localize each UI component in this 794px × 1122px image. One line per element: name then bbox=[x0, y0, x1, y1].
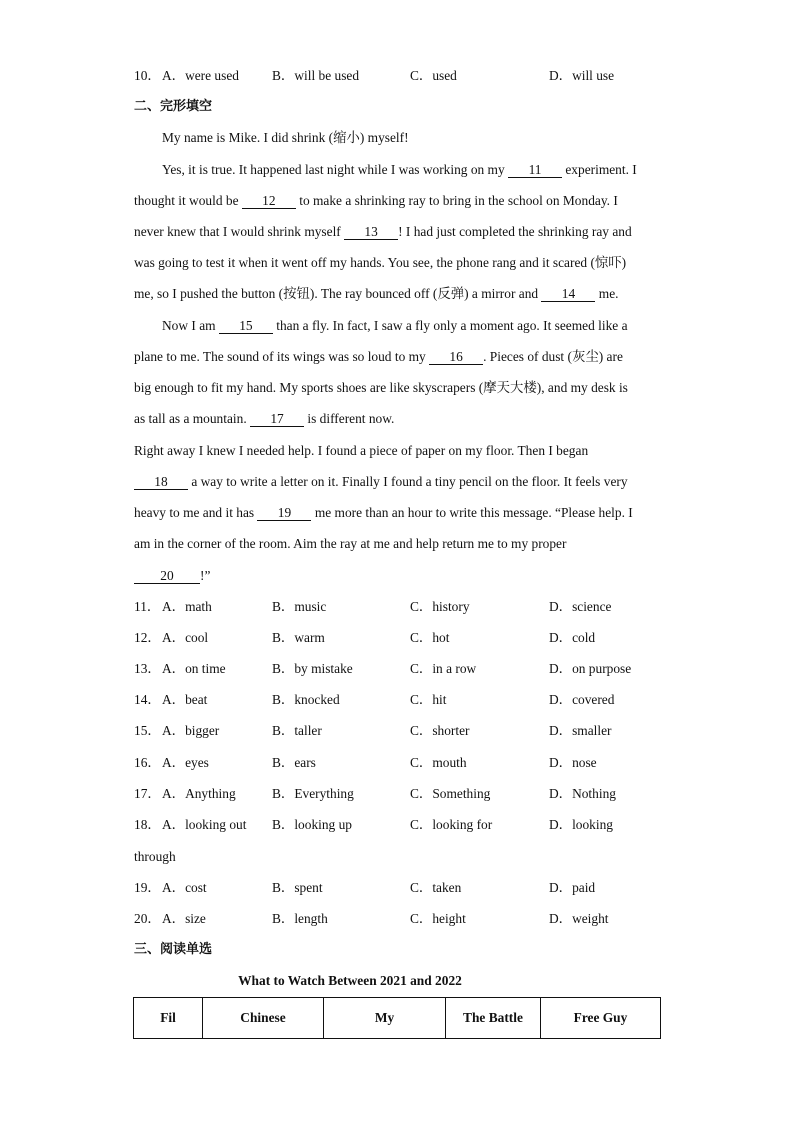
question-number: 19． bbox=[134, 880, 161, 895]
passage-line-8: plane to me. The sound of its wings was so loud to my 16 . Pieces of dust (灰尘) are bbox=[134, 349, 623, 364]
films-table bbox=[133, 997, 661, 1039]
option-d[interactable]: D．cold bbox=[549, 630, 596, 645]
option-d[interactable]: D．paid bbox=[549, 880, 596, 895]
blank-17[interactable]: 17 bbox=[250, 411, 304, 427]
q10-option-b[interactable]: B．will be used bbox=[272, 68, 360, 83]
option-a[interactable]: A．eyes bbox=[162, 755, 209, 770]
question-number: 16． bbox=[134, 755, 161, 770]
question-number: 12． bbox=[134, 630, 161, 645]
option-d[interactable]: D．nose bbox=[549, 755, 597, 770]
option-c[interactable]: C．Something bbox=[410, 786, 491, 801]
blank-14[interactable]: 14 bbox=[541, 286, 595, 302]
option-b[interactable]: B．knocked bbox=[272, 692, 340, 707]
option-a[interactable]: A．math bbox=[162, 599, 212, 614]
blank-11[interactable]: 11 bbox=[508, 162, 562, 178]
option-d[interactable]: D．covered bbox=[549, 692, 615, 707]
option-d[interactable]: D．science bbox=[549, 599, 612, 614]
option-b[interactable]: B．music bbox=[272, 599, 327, 614]
option-a[interactable]: A．looking out bbox=[162, 817, 247, 832]
option-a[interactable]: A．on time bbox=[162, 661, 226, 676]
section-3-heading: 三、阅读单选 bbox=[134, 942, 213, 957]
option-c[interactable]: C．taken bbox=[410, 880, 462, 895]
option-c[interactable]: C．in a row bbox=[410, 661, 477, 676]
option-c[interactable]: C．hot bbox=[410, 630, 450, 645]
blank-13[interactable]: 13 bbox=[344, 224, 398, 240]
option-b[interactable]: B．by mistake bbox=[272, 661, 353, 676]
option-b[interactable]: B．looking up bbox=[272, 817, 352, 832]
q10-option-d[interactable]: D．will use bbox=[549, 68, 615, 83]
option-c[interactable]: C．shorter bbox=[410, 723, 470, 738]
passage-line-9: big enough to fit my hand. My sports shoes are like skyscrapers (摩天大楼), and my desk is bbox=[134, 380, 628, 395]
option-d[interactable]: D．Nothing bbox=[549, 786, 616, 801]
question-number: 17． bbox=[134, 786, 161, 801]
passage-line-5: was going to test it when it went off my hands. You see, the phone rang and it scared (惊吓) bbox=[134, 255, 627, 270]
q10-option-a[interactable]: A．were used bbox=[162, 68, 239, 83]
option-b[interactable]: B．spent bbox=[272, 880, 323, 895]
table-header-film: Fil bbox=[134, 998, 203, 1039]
passage-line-12: 18 a way to write a letter on it. Finally I found a tiny pencil on the floor. It feels very bbox=[134, 473, 628, 491]
option-c[interactable]: C．history bbox=[410, 599, 470, 614]
question-number: 20． bbox=[134, 911, 161, 926]
option-b[interactable]: B．taller bbox=[272, 723, 322, 738]
passage-line-10: as tall as a mountain. 17 is different now. bbox=[134, 411, 395, 426]
option-d[interactable]: D．weight bbox=[549, 911, 609, 926]
blank-18[interactable]: 18 bbox=[134, 474, 188, 490]
option-c[interactable]: C．hit bbox=[410, 692, 447, 707]
option-b[interactable]: B．length bbox=[272, 911, 328, 926]
table-title: What to Watch Between 2021 and 2022 bbox=[238, 973, 462, 988]
blank-16[interactable]: 16 bbox=[429, 349, 483, 365]
table-header-the-battle: The Battle bbox=[446, 998, 541, 1039]
option-d[interactable]: D．smaller bbox=[549, 723, 612, 738]
passage-line-13: heavy to me and it has 19 me more than an hour to write this message. “Please help. I bbox=[134, 505, 633, 520]
option-d[interactable]: D．looking bbox=[549, 817, 613, 832]
option-d[interactable]: D．on purpose bbox=[549, 661, 632, 676]
q10-option-c[interactable]: C．used bbox=[410, 68, 457, 83]
question-10-number: 10． bbox=[134, 68, 161, 83]
table-header-chinese: Chinese bbox=[203, 998, 324, 1039]
blank-12[interactable]: 12 bbox=[242, 193, 296, 209]
table-header-my: My bbox=[324, 998, 446, 1039]
blank-19[interactable]: 19 bbox=[257, 505, 311, 521]
option-a[interactable]: A．cost bbox=[162, 880, 207, 895]
question-number: 11． bbox=[134, 599, 161, 614]
question-number: 13． bbox=[134, 661, 161, 676]
option-b[interactable]: B．Everything bbox=[272, 786, 354, 801]
passage-line-2: Yes, it is true. It happened last night while I was working on my 11 experiment. I bbox=[162, 162, 637, 177]
question-number: 18． bbox=[134, 817, 161, 832]
option-b[interactable]: B．warm bbox=[272, 630, 325, 645]
question-number: 14． bbox=[134, 692, 161, 707]
option-b[interactable]: B．ears bbox=[272, 755, 316, 770]
option-a[interactable]: A．size bbox=[162, 911, 206, 926]
question-number: 15． bbox=[134, 723, 161, 738]
table-header-row bbox=[134, 998, 661, 1039]
blank-15[interactable]: 15 bbox=[219, 318, 273, 334]
passage-line-1: My name is Mike. I did shrink (缩小) myself! bbox=[162, 130, 409, 145]
passage-line-3: thought it would be 12 to make a shrinking ray to bring in the school on Monday. I bbox=[134, 193, 618, 208]
passage-line-14: am in the corner of the room. Aim the ray at me and help return me to my proper bbox=[134, 536, 567, 551]
table-header-free-guy: Free Guy bbox=[541, 998, 661, 1039]
option-a[interactable]: A．bigger bbox=[162, 723, 220, 738]
passage-line-7: Now I am 15 than a fly. In fact, I saw a fly only a moment ago. It seemed like a bbox=[162, 318, 628, 333]
passage-line-11: Right away I knew I needed help. I found a piece of paper on my floor. Then I began bbox=[134, 443, 589, 458]
blank-20[interactable]: 20 bbox=[134, 568, 200, 584]
section-2-heading: 二、完形填空 bbox=[134, 99, 213, 114]
option-a[interactable]: A．cool bbox=[162, 630, 209, 645]
option-a[interactable]: A．Anything bbox=[162, 786, 236, 801]
passage-line-6: me, so I pushed the button (按钮). The ray bounced off (反弹) a mirror and 14 me. bbox=[134, 286, 619, 301]
option-c[interactable]: C．height bbox=[410, 911, 466, 926]
passage-line-15: 20 !” bbox=[134, 567, 210, 585]
q18-option-d-wrap: through bbox=[134, 849, 176, 864]
passage-line-4: never knew that I would shrink myself 13 ! I had just completed the shrinking ray and bbox=[134, 224, 632, 239]
option-c[interactable]: C．mouth bbox=[410, 755, 467, 770]
option-c[interactable]: C．looking for bbox=[410, 817, 493, 832]
option-a[interactable]: A．beat bbox=[162, 692, 208, 707]
